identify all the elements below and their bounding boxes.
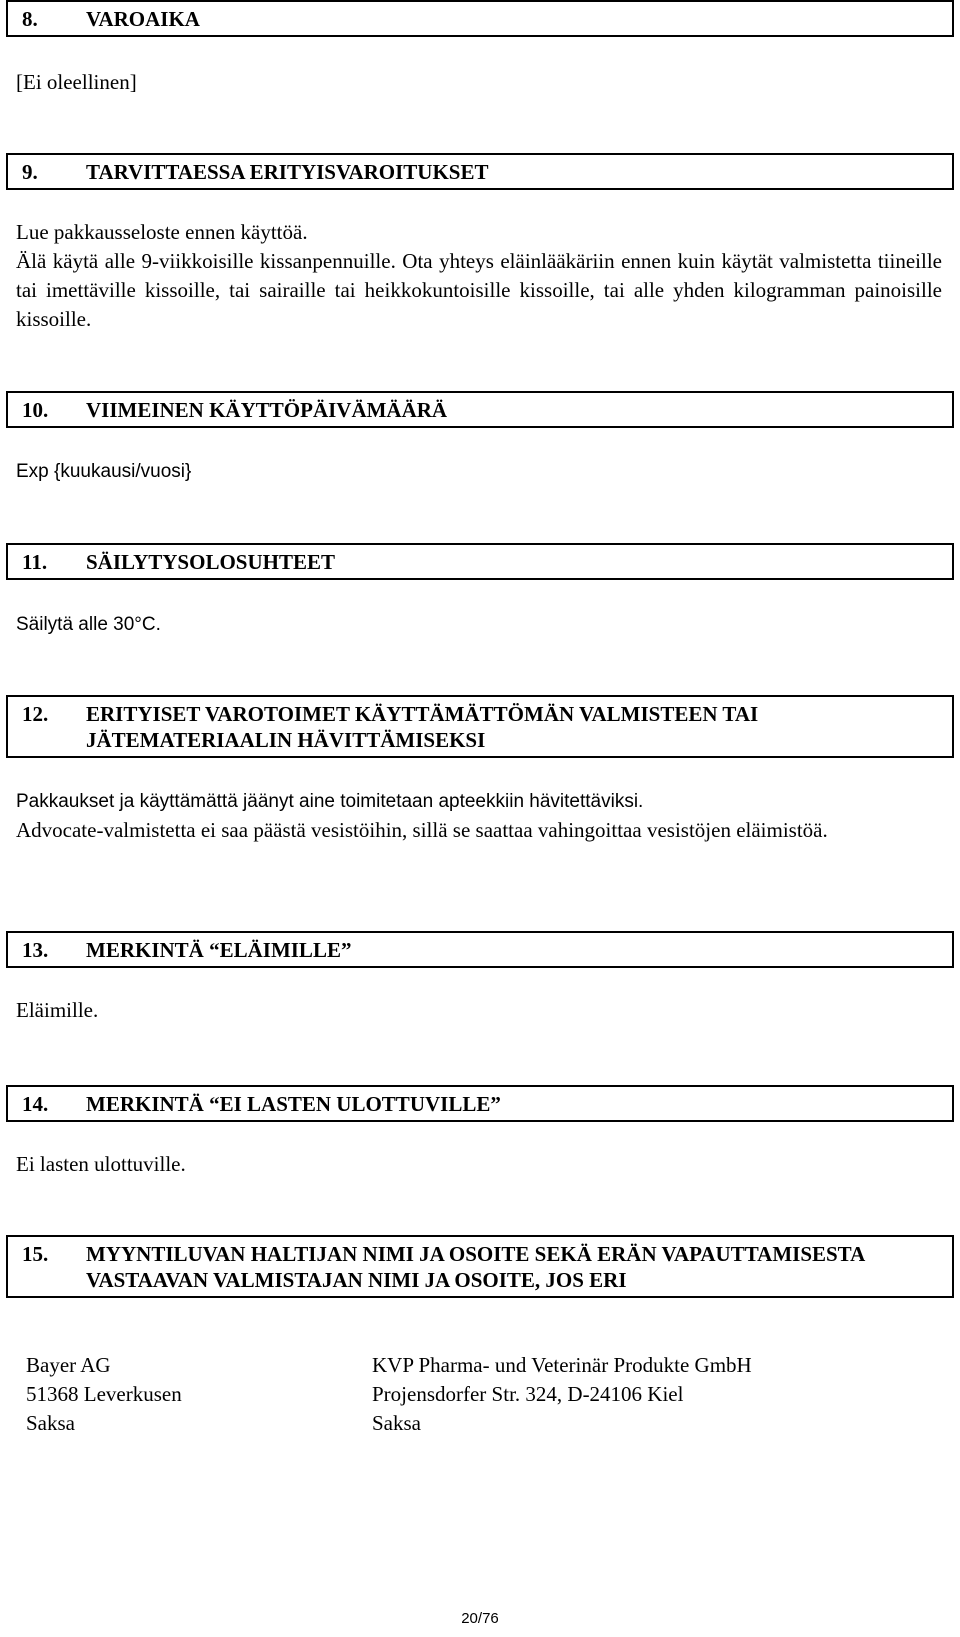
company-name: KVP Pharma- und Veterinär Produkte GmbH [372,1353,752,1377]
section-15-header [6,1235,954,1298]
company-name: Bayer AG [26,1353,111,1377]
section-title: ERITYISET VAROTOIMET KÄYTTÄMÄTTÖMÄN VALMISTEEN TAI JÄTEMATERIAALIN HÄVITTÄMISEKSI [86,702,759,752]
section-9-text-2: Älä käytä alle 9-viikkoisille kissanpennuille. Ota yhteys eläinlääkäriin ennen kuin käytät valmistetta tiineille tai imettäville kissoille, tai sairaille tai heikkokuntoisille kissoille, tai alle yhden kilogramman painoisille kissoille. [16,249,942,331]
section-12-text-2: Advocate-valmistetta ei saa päästä vesistöihin, sillä se saattaa vahingoittaa vesistöjen eläimistöä. [16,818,828,842]
section-9-text-1: Lue pakkausseloste ennen käyttöä. [16,220,308,244]
section-10-text: Exp {kuukausi/vuosi} [16,461,192,482]
section-14-text: Ei lasten ulottuville. [16,1152,186,1176]
manufacturer-address [372,1351,752,1438]
section-14-header [6,1085,954,1122]
section-title: VIIMEINEN KÄYTTÖPÄIVÄMÄÄRÄ [86,398,448,422]
section-number: 10. [22,398,49,422]
section-10-header [6,391,954,428]
marketing-authorisation-holder-address [26,1351,182,1438]
section-12-text-1: Pakkaukset ja käyttämättä jäänyt aine toimitetaan apteekkiin hävitettäviksi. [16,791,644,812]
section-13-header [6,931,954,968]
section-11-text: Säilytä alle 30°C. [16,614,161,635]
section-number: 11. [22,550,48,574]
section-title: TARVITTAESSA ERITYISVAROITUKSET [86,160,489,184]
section-11-header [6,543,954,580]
section-title: MERKINTÄ “EI LASTEN ULOTTUVILLE” [86,1092,501,1116]
company-country: Saksa [26,1411,75,1435]
company-country: Saksa [372,1411,421,1435]
section-9-header [6,153,954,190]
section-8-header [6,0,954,37]
section-13-text: Eläimille. [16,998,99,1022]
section-number: 12. [22,702,49,726]
section-number: 9. [22,160,38,184]
page-number: 20/76 [461,1610,499,1627]
section-number: 15. [22,1242,49,1266]
company-street: Projensdorfer Str. 324, D-24106 Kiel [372,1382,684,1406]
section-title: VAROAIKA [86,7,200,31]
section-number: 8. [22,7,38,31]
section-number: 14. [22,1092,49,1116]
section-title: SÄILYTYSOLOSUHTEET [86,550,335,574]
section-title: MYYNTILUVAN HALTIJAN NIMI JA OSOITE SEKÄ ERÄN VAPAUTTAMISESTA VASTAAVAN VALMISTAJAN NIMI JA OSOITE, JOS ERI [86,1242,865,1292]
section-8-text: [Ei oleellinen] [16,70,137,94]
section-title: MERKINTÄ “ELÄIMILLE” [86,938,352,962]
section-12-header [6,695,954,758]
section-number: 13. [22,938,49,962]
company-street: 51368 Leverkusen [26,1382,182,1406]
